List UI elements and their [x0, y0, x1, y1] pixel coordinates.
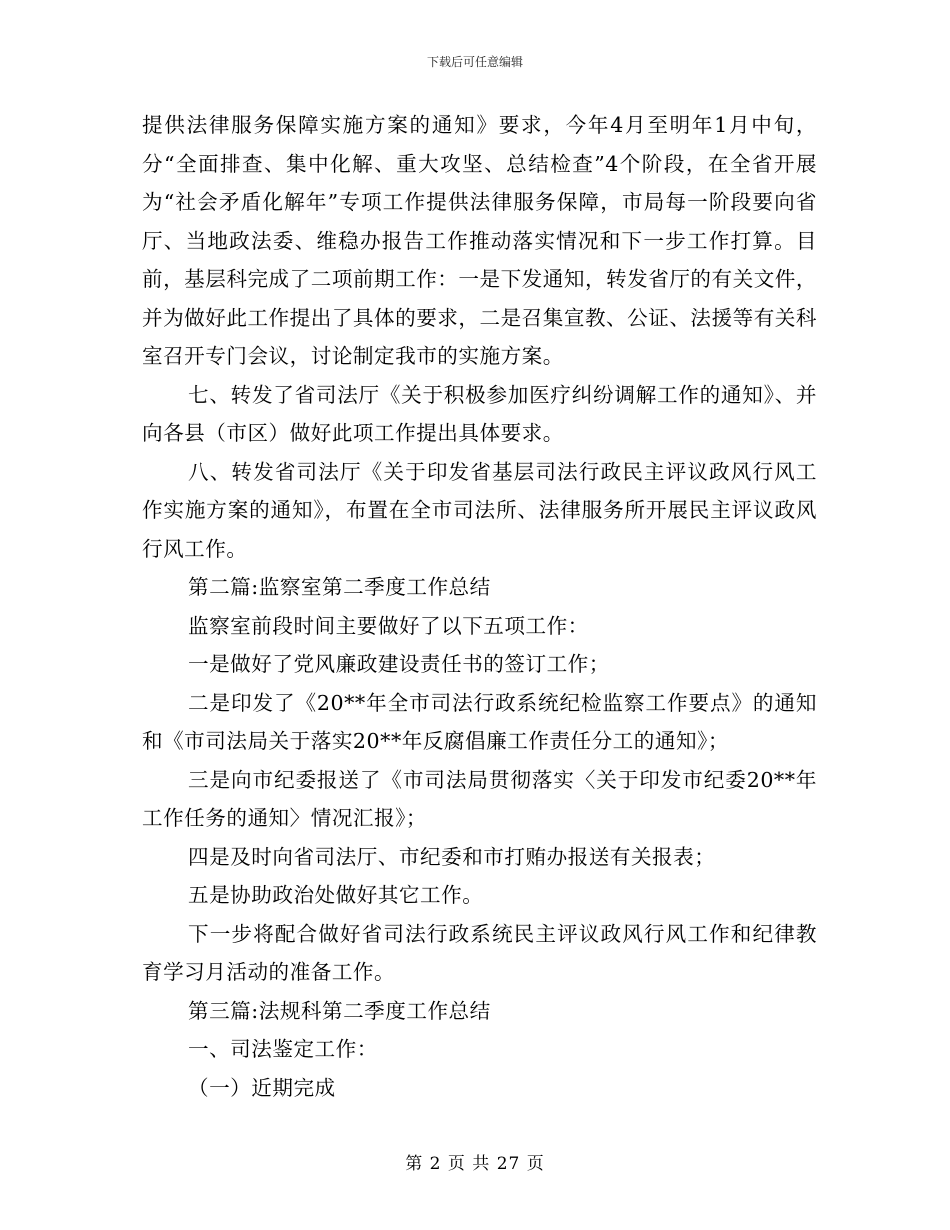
document-body: [142, 106, 817, 1107]
paragraph-10: 五是协助政治处做好其它工作。: [188, 883, 484, 907]
page-number-footer: 第 2 页 共 27 页: [405, 1154, 545, 1174]
paragraph-7: 二是印发了《20**年全市司法行政系统纪检监察工作要点》的通知和《市司法局关于落实20**年反腐倡廉工作责任分工的通知》；: [142, 690, 817, 753]
paragraph-8: 三是向市纪委报送了《市司法局贯彻落实〈关于印发市纪委20**年工作任务的通知〉情况汇报》；: [142, 767, 817, 830]
paragraph-13: 一、司法鉴定工作：: [188, 1037, 378, 1061]
paragraph-11: 下一步将配合做好省司法行政系统民主评议政风行风工作和纪律教育学习月活动的准备工作。: [142, 921, 817, 984]
paragraph-5: 监察室前段时间主要做好了以下五项工作：: [188, 613, 589, 638]
paragraph-6: 一是做好了党风廉政建设责任书的签订工作；: [188, 652, 610, 676]
section-heading-2: 第二篇:监察室第二季度工作总结: [188, 575, 491, 599]
page-header: 下载后可任意编辑: [426, 55, 523, 69]
section-heading-3: 第三篇:法规科第二季度工作总结: [188, 998, 491, 1023]
paragraph-9: 四是及时向省司法厅、市纪委和市打贿办报送有关报表；: [188, 844, 716, 869]
paragraph-3: 八、转发省司法厅《关于印发省基层司法行政民主评议政风行风工作实施方案的通知》，布置在全市司法所、法律服务所开展民主评议政风行风工作。: [142, 459, 817, 561]
paragraph-14: （一）近期完成: [188, 1075, 336, 1100]
paragraph-2: 七、转发了省司法厅《关于积极参加医疗纠纷调解工作的通知》、并向各县（市区）做好此项工作提出具体要求。: [142, 382, 817, 445]
paragraph-1: 提供法律服务保障实施方案的通知》要求，今年4月至明年1月中旬，分“全面排查、集中化解、重大攻坚、总结检查”4个阶段，在全省开展为“社会矛盾化解年”专项工作提供法律服务保障，市局每一阶段要向省厅、当地政法委、维稳办报告工作推动落实情况和下一步工作打算。目前，基层科完成了二项前期工作：一是下发通知，转发省厅的有关文件，并为做好此工作提出了具体的要求，二是召集宣教、公证、法援等有关科室召开专门会议，讨论制定我市的实施方案。: [142, 113, 817, 368]
